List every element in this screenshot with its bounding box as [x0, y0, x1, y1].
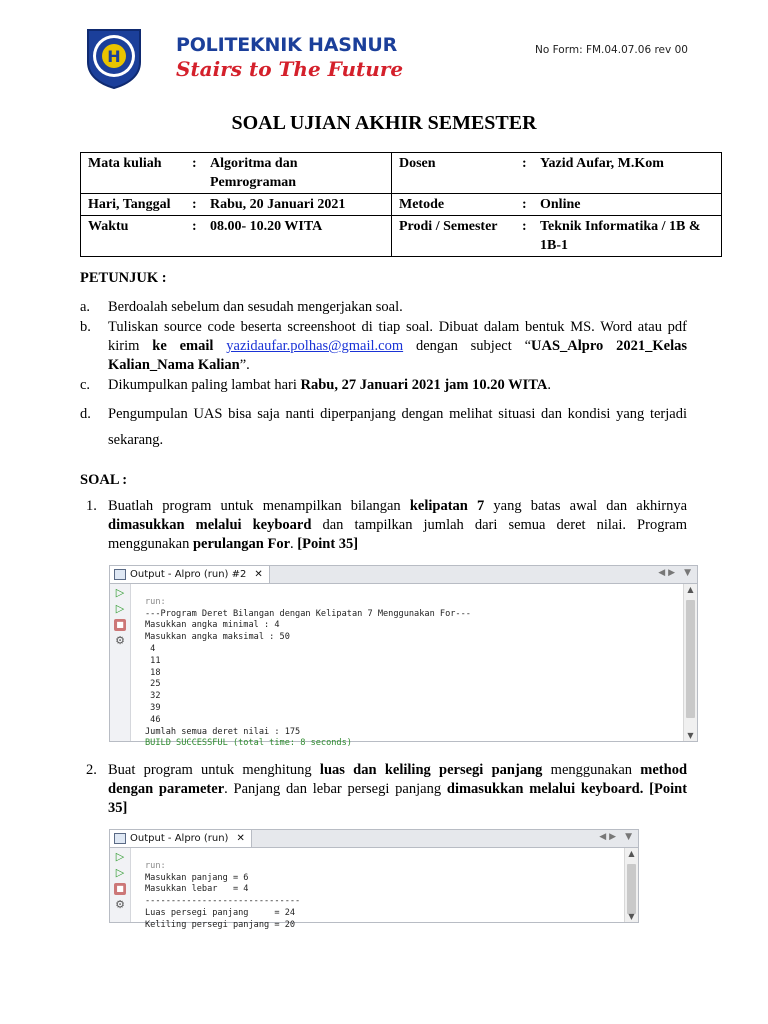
console-line: Masukkan angka maksimal : 50 — [145, 632, 290, 643]
colon: : — [192, 219, 197, 234]
tab-list-chevron-icon[interactable]: ▼ — [625, 832, 632, 842]
email-link[interactable]: yazidaufar.polhas@gmail.com — [226, 338, 404, 354]
console-line: BUILD SUCCESSFUL (total time: 8 seconds) — [145, 738, 352, 749]
question-text: Buatlah program untuk menampilkan bilangan — [108, 498, 410, 514]
console-line: 18 — [145, 667, 161, 678]
rerun-icon[interactable]: ▷ — [115, 602, 125, 615]
question-1 — [80, 497, 687, 554]
document-title: SOAL UJIAN AKHIR SEMESTER — [231, 112, 537, 134]
colon: : — [522, 197, 527, 212]
scroll-up-icon[interactable]: ▲ — [687, 585, 694, 594]
stop-icon[interactable]: ■ — [114, 883, 126, 895]
console-line: Keliling persegi panjang = 20 — [145, 919, 296, 930]
question-text: . — [290, 536, 298, 552]
dosen-label: Dosen — [399, 156, 436, 171]
console-line: 39 — [145, 702, 161, 713]
svg-text:H: H — [107, 47, 121, 66]
prodi-value: Teknik Informatika / 1B & 1B-1 — [540, 219, 701, 253]
question-points: [Point 35] — [297, 536, 359, 552]
run-icon[interactable]: ▷ — [115, 850, 125, 863]
politeknik-hasnur-logo — [80, 22, 148, 90]
question-bold: method dengan parameter — [108, 762, 688, 797]
petunjuk-item-b — [80, 318, 687, 375]
question-bold: perulangan For — [192, 536, 291, 552]
mata-kuliah-value: Algoritma dan Pemrograman — [210, 156, 298, 190]
email-subject: UAS_Alpro 2021_Kelas Kalian_Nama Kalian — [108, 338, 687, 373]
console-output — [145, 849, 300, 955]
console-line: Jumlah semua deret nilai : 175 — [145, 726, 301, 737]
soal-heading: SOAL : — [80, 472, 128, 488]
metode-label: Metode — [399, 197, 445, 212]
vertical-scrollbar[interactable] — [624, 848, 638, 922]
waktu-value: 08.00- 10.20 WITA — [210, 219, 323, 234]
petunjuk-b-text: ”. — [239, 357, 250, 373]
rerun-icon[interactable]: ▷ — [115, 866, 125, 879]
petunjuk-b-text: dengan subject “ — [403, 338, 532, 354]
console-line: run: — [145, 596, 166, 607]
exam-info-table — [80, 152, 722, 257]
console-line: 11 — [145, 655, 161, 666]
prodi-label: Prodi / Semester — [399, 219, 498, 234]
colon: : — [522, 156, 527, 171]
hari-tanggal-value: Rabu, 20 Januari 2021 — [210, 197, 346, 212]
petunjuk-item-d — [80, 401, 687, 453]
colon: : — [192, 197, 197, 212]
output-tab[interactable] — [110, 830, 252, 847]
console-line: Luas persegi panjang = 24 — [145, 907, 296, 918]
petunjuk-d-text: Pengumpulan UAS bisa saja nanti diperpanjang dengan melihat situasi dan kondisi yang terjadi sekarang. — [108, 406, 687, 448]
settings-icon[interactable]: ⚙ — [115, 634, 125, 647]
output-tab-title: Output - Alpro (run) — [130, 833, 229, 844]
console-line: Masukkan panjang = 6 — [145, 872, 249, 883]
question-bold: kelipatan 7 — [409, 498, 485, 514]
question-text: yang batas awal dan akhirnya — [484, 498, 688, 514]
institution-name: POLITEKNIK HASNUR — [176, 34, 398, 56]
petunjuk-item-a — [80, 298, 687, 317]
scroll-up-icon[interactable]: ▲ — [628, 849, 635, 858]
question-bold: dimasukkan melalui keyboard. — [446, 781, 644, 797]
question-text: menggunakan — [542, 762, 641, 778]
console-line: Masukkan lebar = 4 — [145, 884, 249, 895]
question-2 — [80, 761, 687, 818]
output-window-icon — [114, 569, 126, 580]
vertical-scrollbar[interactable] — [683, 584, 697, 741]
petunjuk-c-text: . — [547, 377, 551, 393]
output-tab-bar — [110, 830, 638, 848]
output-gutter — [110, 848, 131, 922]
deadline: Rabu, 27 Januari 2021 jam 10.20 WITA — [300, 377, 548, 393]
console-line: 25 — [145, 679, 161, 690]
mata-kuliah-label: Mata kuliah — [88, 156, 162, 171]
output-tab-bar — [110, 566, 697, 584]
tab-list-chevron-icon[interactable]: ▼ — [684, 568, 691, 578]
question-text: . Panjang dan lebar persegi panjang — [224, 781, 447, 797]
console-line: run: — [145, 860, 166, 871]
dosen-value: Yazid Aufar, M.Kom — [540, 156, 664, 171]
console-line: ---Program Deret Bilangan dengan Kelipatan 7 Menggunakan For--- — [145, 608, 471, 619]
metode-value: Online — [540, 197, 581, 212]
colon: : — [192, 156, 197, 171]
petunjuk-heading: PETUNJUK : — [80, 270, 167, 286]
petunjuk-b-text — [213, 338, 226, 354]
stop-icon[interactable]: ■ — [114, 619, 126, 631]
question-bold: dimasukkan melalui keyboard — [108, 517, 312, 533]
output-tab[interactable] — [110, 566, 270, 583]
console-line: 32 — [145, 691, 161, 702]
list-marker: c. — [80, 377, 91, 393]
close-icon[interactable]: ✕ — [254, 569, 263, 580]
question-bold: luas dan keliling persegi panjang — [319, 762, 543, 778]
tab-scroll-arrows-icon[interactable]: ◀ ▶ — [658, 568, 675, 578]
petunjuk-b-text: Tuliskan source code beserta screenshoot di tiap soal. Dibuat dalam bentuk MS. Word atau pdf kirim — [108, 319, 687, 354]
scrollbar-thumb[interactable] — [627, 864, 636, 914]
output-tab-title: Output - Alpro (run) #2 — [130, 569, 247, 580]
output-window-1 — [109, 565, 698, 749]
waktu-label: Waktu — [88, 219, 129, 234]
list-marker: a. — [80, 299, 91, 315]
question-points: [Point 35] — [108, 781, 688, 816]
close-icon[interactable]: ✕ — [236, 833, 245, 844]
list-marker: b. — [80, 319, 91, 335]
question-text: Buat program untuk menghitung — [108, 762, 320, 778]
run-icon[interactable]: ▷ — [115, 586, 125, 599]
console-line: ------------------------------ — [145, 896, 301, 907]
question-number: 1. — [86, 498, 97, 514]
output-window-icon — [114, 833, 126, 844]
scroll-down-icon[interactable]: ▼ — [628, 912, 635, 921]
console-line: 46 — [145, 714, 161, 725]
console-output — [145, 585, 471, 774]
settings-icon[interactable]: ⚙ — [115, 898, 125, 911]
colon: : — [522, 219, 527, 234]
console-line: Masukkan angka minimal : 4 — [145, 620, 280, 631]
output-gutter — [110, 584, 131, 741]
tab-scroll-arrows-icon[interactable]: ◀ ▶ — [599, 832, 616, 842]
list-marker: d. — [80, 406, 91, 422]
petunjuk-c-text: Dikumpulkan paling lambat hari — [108, 377, 301, 393]
brand-block — [176, 34, 403, 81]
scrollbar-thumb[interactable] — [686, 600, 695, 718]
console-line: 4 — [145, 643, 156, 654]
petunjuk-b-bold: ke email — [152, 338, 214, 354]
form-number: No Form: FM.04.07.06 rev 00 — [535, 44, 688, 56]
petunjuk-item-c — [80, 376, 687, 395]
output-window-2 — [109, 829, 639, 930]
hari-tanggal-label: Hari, Tanggal — [88, 197, 171, 212]
petunjuk-a-text: Berdoalah sebelum dan sesudah mengerjakan soal. — [108, 299, 403, 315]
institution-tagline: Stairs to The Future — [176, 57, 404, 81]
scroll-down-icon[interactable]: ▼ — [687, 731, 694, 740]
question-text: dan tampilkan jumlah dari semua deret nilai. Program menggunakan — [108, 517, 687, 552]
question-number: 2. — [86, 762, 97, 778]
